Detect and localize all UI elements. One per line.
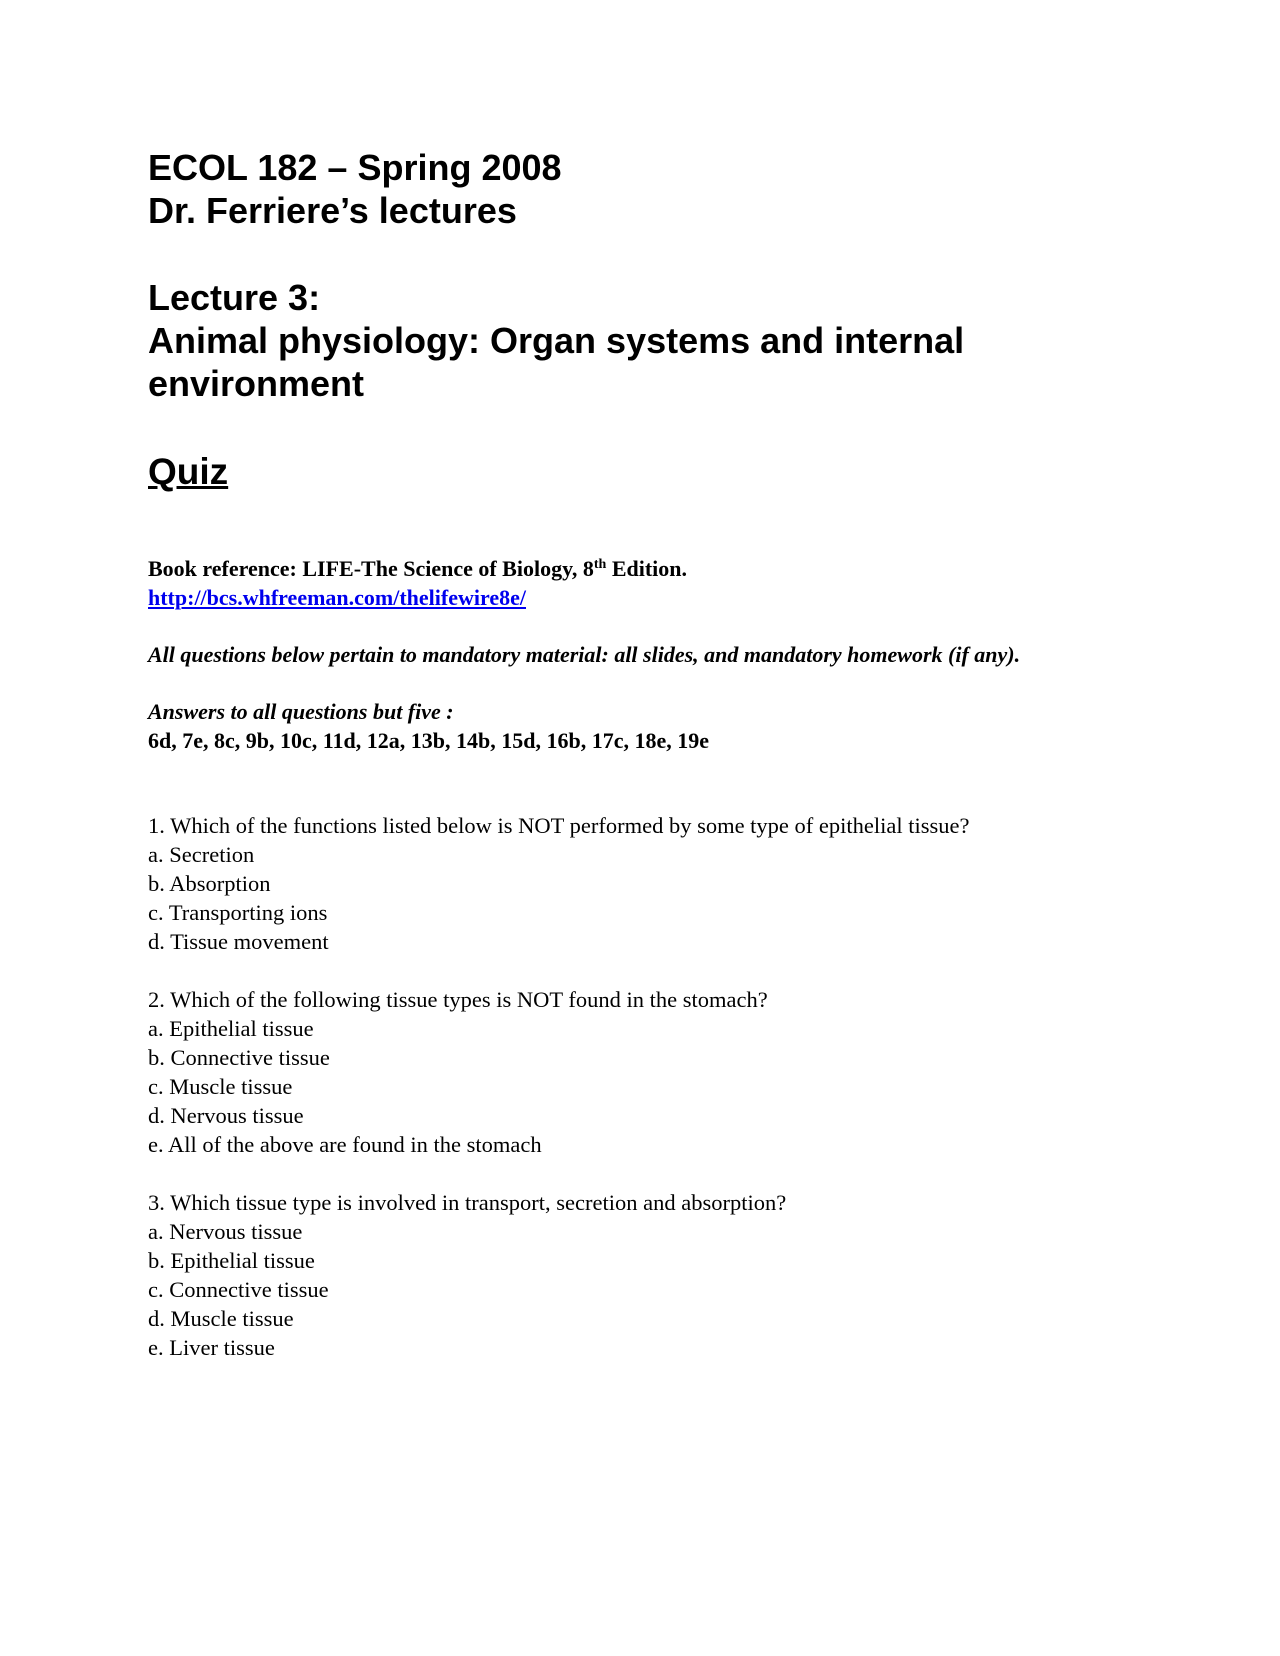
answers-list: 6d, 7e, 8c, 9b, 10c, 11d, 12a, 13b, 14b, 15d, 16b, 17c, 18e, 19e <box>148 728 710 753</box>
question-option: a. Epithelial tissue <box>148 1016 314 1041</box>
question-option: d. Muscle tissue <box>148 1306 294 1331</box>
question-stem: 3. Which tissue type is involved in transport, secretion and absorption? <box>148 1190 787 1215</box>
question-option: e. Liver tissue <box>148 1335 275 1360</box>
answers-label: Answers to all questions but five : <box>148 699 454 724</box>
question-option: d. Nervous tissue <box>148 1103 304 1128</box>
lecture-title-line-1: Animal physiology: Organ systems and internal <box>148 320 965 361</box>
document-page <box>148 146 1108 1391</box>
question-option: e. All of the above are found in the stomach <box>148 1132 542 1157</box>
quiz-heading: Quiz <box>148 451 229 492</box>
question-option: c. Connective tissue <box>148 1277 329 1302</box>
book-reference-prefix: Book reference: LIFE-The Science of Biology, 8 <box>148 556 594 581</box>
question-3 <box>148 1188 1108 1362</box>
question-option: b. Connective tissue <box>148 1045 330 1070</box>
question-stem: 2. Which of the following tissue types is NOT found in the stomach? <box>148 987 768 1012</box>
question-option: d. Tissue movement <box>148 929 329 954</box>
lecture-number: Lecture 3: <box>148 277 321 318</box>
book-reference-superscript: th <box>593 557 607 572</box>
questions-list <box>148 811 1108 1362</box>
book-reference-link[interactable]: http://bcs.whfreeman.com/thelifewire8e/ <box>148 585 526 610</box>
question-2 <box>148 985 1108 1159</box>
question-option: b. Epithelial tissue <box>148 1248 315 1273</box>
book-reference <box>148 554 1108 583</box>
question-option: a. Secretion <box>148 842 255 867</box>
question-option: b. Absorption <box>148 871 271 896</box>
question-1 <box>148 811 1108 956</box>
question-option: a. Nervous tissue <box>148 1219 303 1244</box>
question-stem: 1. Which of the functions listed below is NOT performed by some type of epithelial tissue? <box>148 813 970 838</box>
lecturer-title: Dr. Ferriere’s lectures <box>148 190 517 231</box>
question-option: c. Transporting ions <box>148 900 328 925</box>
book-reference-suffix: Edition. <box>606 556 688 581</box>
header-block <box>148 146 1108 232</box>
mandatory-material-note: All questions below pertain to mandatory material: all slides, and mandatory homework (if any). <box>148 642 1021 667</box>
question-option: c. Muscle tissue <box>148 1074 293 1099</box>
course-title: ECOL 182 – Spring 2008 <box>148 147 562 188</box>
lecture-title-line-2: environment <box>148 363 365 404</box>
lecture-block <box>148 276 1108 405</box>
